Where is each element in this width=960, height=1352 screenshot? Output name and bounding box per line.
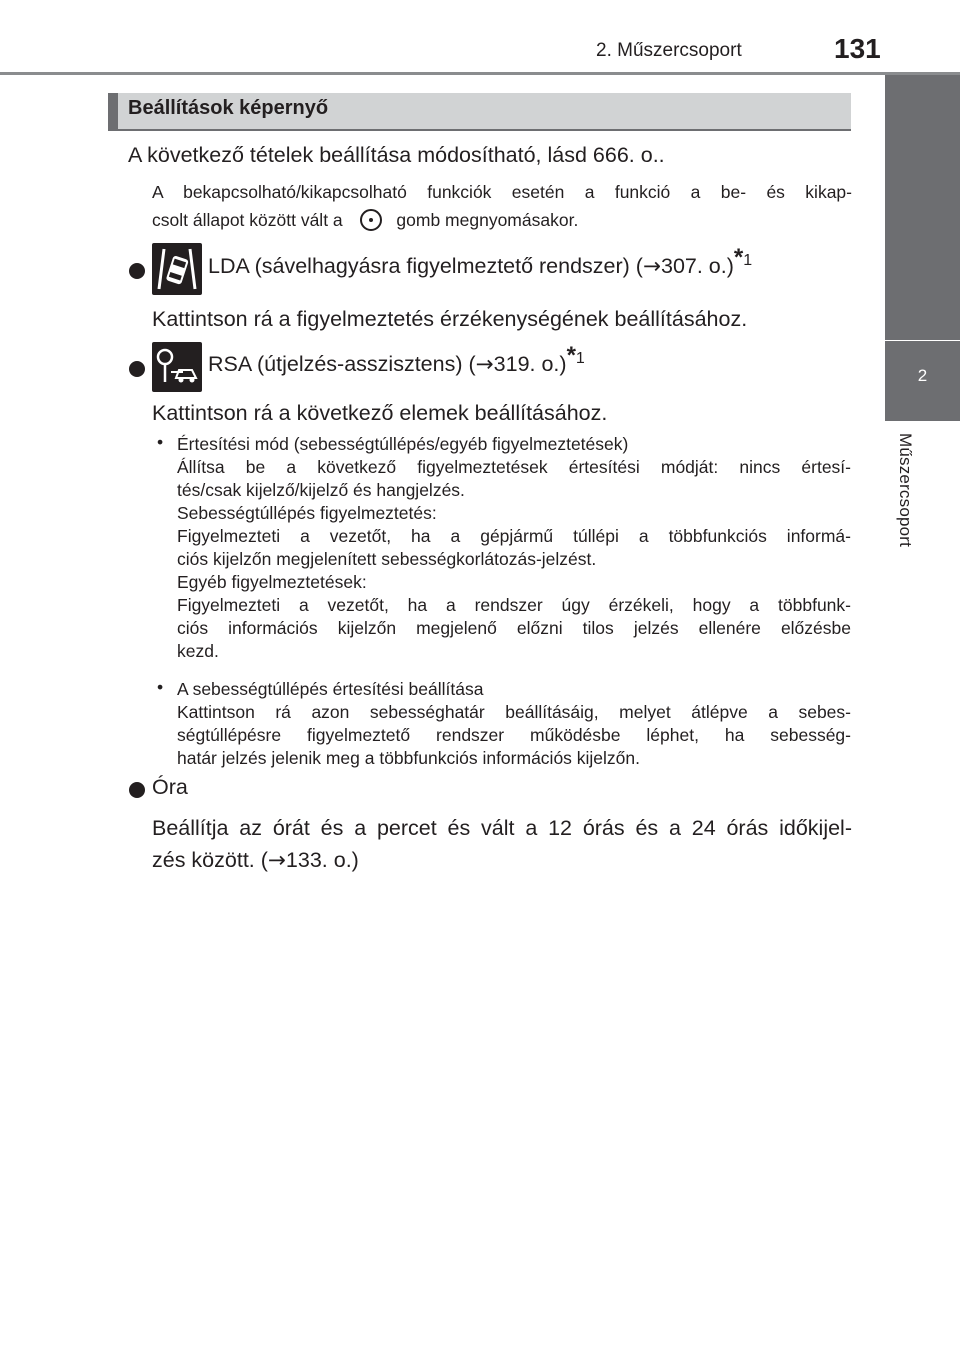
note-line-2-start: csolt állapot között vált a bbox=[152, 210, 343, 230]
side-tab-number: 2 bbox=[917, 366, 928, 385]
side-tab-label: Műszercsoport bbox=[896, 433, 915, 548]
footnote-star: * bbox=[566, 341, 576, 369]
clock-ref: 133. o.) bbox=[285, 848, 359, 872]
sublist-line: A sebességtúllépés értesítési beállítása bbox=[177, 679, 484, 699]
lda-title bbox=[208, 243, 753, 279]
footnote-number: 1 bbox=[575, 349, 585, 367]
chapter-title: 2. Műszercsoport bbox=[596, 40, 742, 61]
page-number: 131 bbox=[834, 33, 881, 64]
clock-title: Óra bbox=[152, 775, 188, 799]
lda-lane-icon bbox=[152, 243, 202, 295]
footnote-star: * bbox=[733, 243, 744, 271]
sublist-line: Egyéb figyelmeztetések: bbox=[177, 572, 367, 592]
sublist-bullet: • bbox=[157, 432, 164, 452]
lda-title-text: LDA (sávelhagyásra figyelmeztető rendszer) ( bbox=[208, 254, 643, 278]
bullet-icon bbox=[129, 782, 145, 798]
dial-button-icon bbox=[360, 209, 382, 231]
side-tab-number-block bbox=[885, 341, 960, 421]
arrow-icon: → bbox=[642, 254, 661, 279]
sublist-line: Kattintson rá azon sebességhatár beállításáig, melyet átlépve a sebes- bbox=[177, 702, 851, 722]
sublist-line: Sebességtúllépés figyelmeztetés: bbox=[177, 503, 437, 523]
side-tab-block bbox=[885, 75, 960, 340]
rsa-description: Kattintson rá a következő elemek beállításához. bbox=[152, 401, 608, 425]
rsa-ref: 319. o.) bbox=[493, 352, 567, 376]
section-heading-accent bbox=[108, 93, 118, 131]
intro-text: A következő tételek beállítása módosítható, lásd 666. o.. bbox=[128, 143, 665, 167]
footnote-number: 1 bbox=[743, 251, 753, 269]
sublist-line: Figyelmezteti a vezetőt, ha a rendszer úgy érzékeli, hogy a többfunk- bbox=[177, 595, 851, 615]
rsa-sign-icon bbox=[152, 342, 202, 392]
clock-description-line-1: Beállítja az órát és a percet és vált a 12 órás és a 24 órás időkijel- bbox=[152, 816, 852, 840]
clock-desc-start: zés között. ( bbox=[152, 848, 268, 872]
footnote-marker bbox=[566, 341, 585, 369]
sublist-line: ségtúllépésre figyelmeztető rendszer működésbe léphet, ha sebesség- bbox=[177, 725, 851, 745]
rsa-title-text: RSA (útjelzés-asszisztens) ( bbox=[208, 352, 476, 376]
lda-description: Kattintson rá a figyelmeztetés érzékenységének beállításához. bbox=[152, 307, 748, 331]
rsa-title bbox=[208, 341, 585, 377]
note-line-1: A bekapcsolható/kikapcsolható funkciók esetén a funkció a be- és kikap- bbox=[152, 182, 852, 202]
section-title: Beállítások képernyő bbox=[128, 97, 329, 119]
arrow-icon: → bbox=[267, 848, 286, 873]
lda-ref: 307. o.) bbox=[660, 254, 734, 278]
header-divider bbox=[0, 72, 960, 75]
footnote-marker bbox=[733, 243, 753, 271]
sublist-item-1 bbox=[177, 433, 851, 663]
arrow-icon: → bbox=[475, 352, 494, 377]
bullet-icon bbox=[129, 263, 145, 279]
sublist-line: kezd. bbox=[177, 641, 219, 661]
section-heading-underline bbox=[108, 129, 851, 131]
note-line-2-end: gomb megnyomásakor. bbox=[396, 210, 579, 230]
bullet-icon bbox=[129, 361, 145, 377]
sublist-line: Értesítési mód (sebességtúllépés/egyéb figyelmeztetések) bbox=[177, 434, 629, 454]
sublist-line: ciós kijelzőn megjelenített sebességkorlátozás-jelzést. bbox=[177, 549, 597, 569]
sublist-line: határ jelzés jelenik meg a többfunkciós információs kijelzőn. bbox=[177, 748, 641, 768]
sublist-item-2 bbox=[177, 678, 851, 770]
sublist-line: Figyelmezteti a vezetőt, ha a gépjármű túllépi a többfunkciós informá- bbox=[177, 526, 851, 546]
clock-description-line-2 bbox=[152, 848, 359, 873]
note-line-2 bbox=[152, 209, 578, 231]
sublist-line: tés/csak kijelző/kijelző és hangjelzés. bbox=[177, 480, 465, 500]
sublist-line: ciós információs kijelzőn megjelenő előzni tilos jelzés ellenére előzésbe bbox=[177, 618, 851, 638]
sublist-line: Állítsa be a következő figyelmeztetések értesítési módját: nincs értesí- bbox=[177, 457, 851, 477]
sublist-bullet: • bbox=[157, 677, 164, 697]
